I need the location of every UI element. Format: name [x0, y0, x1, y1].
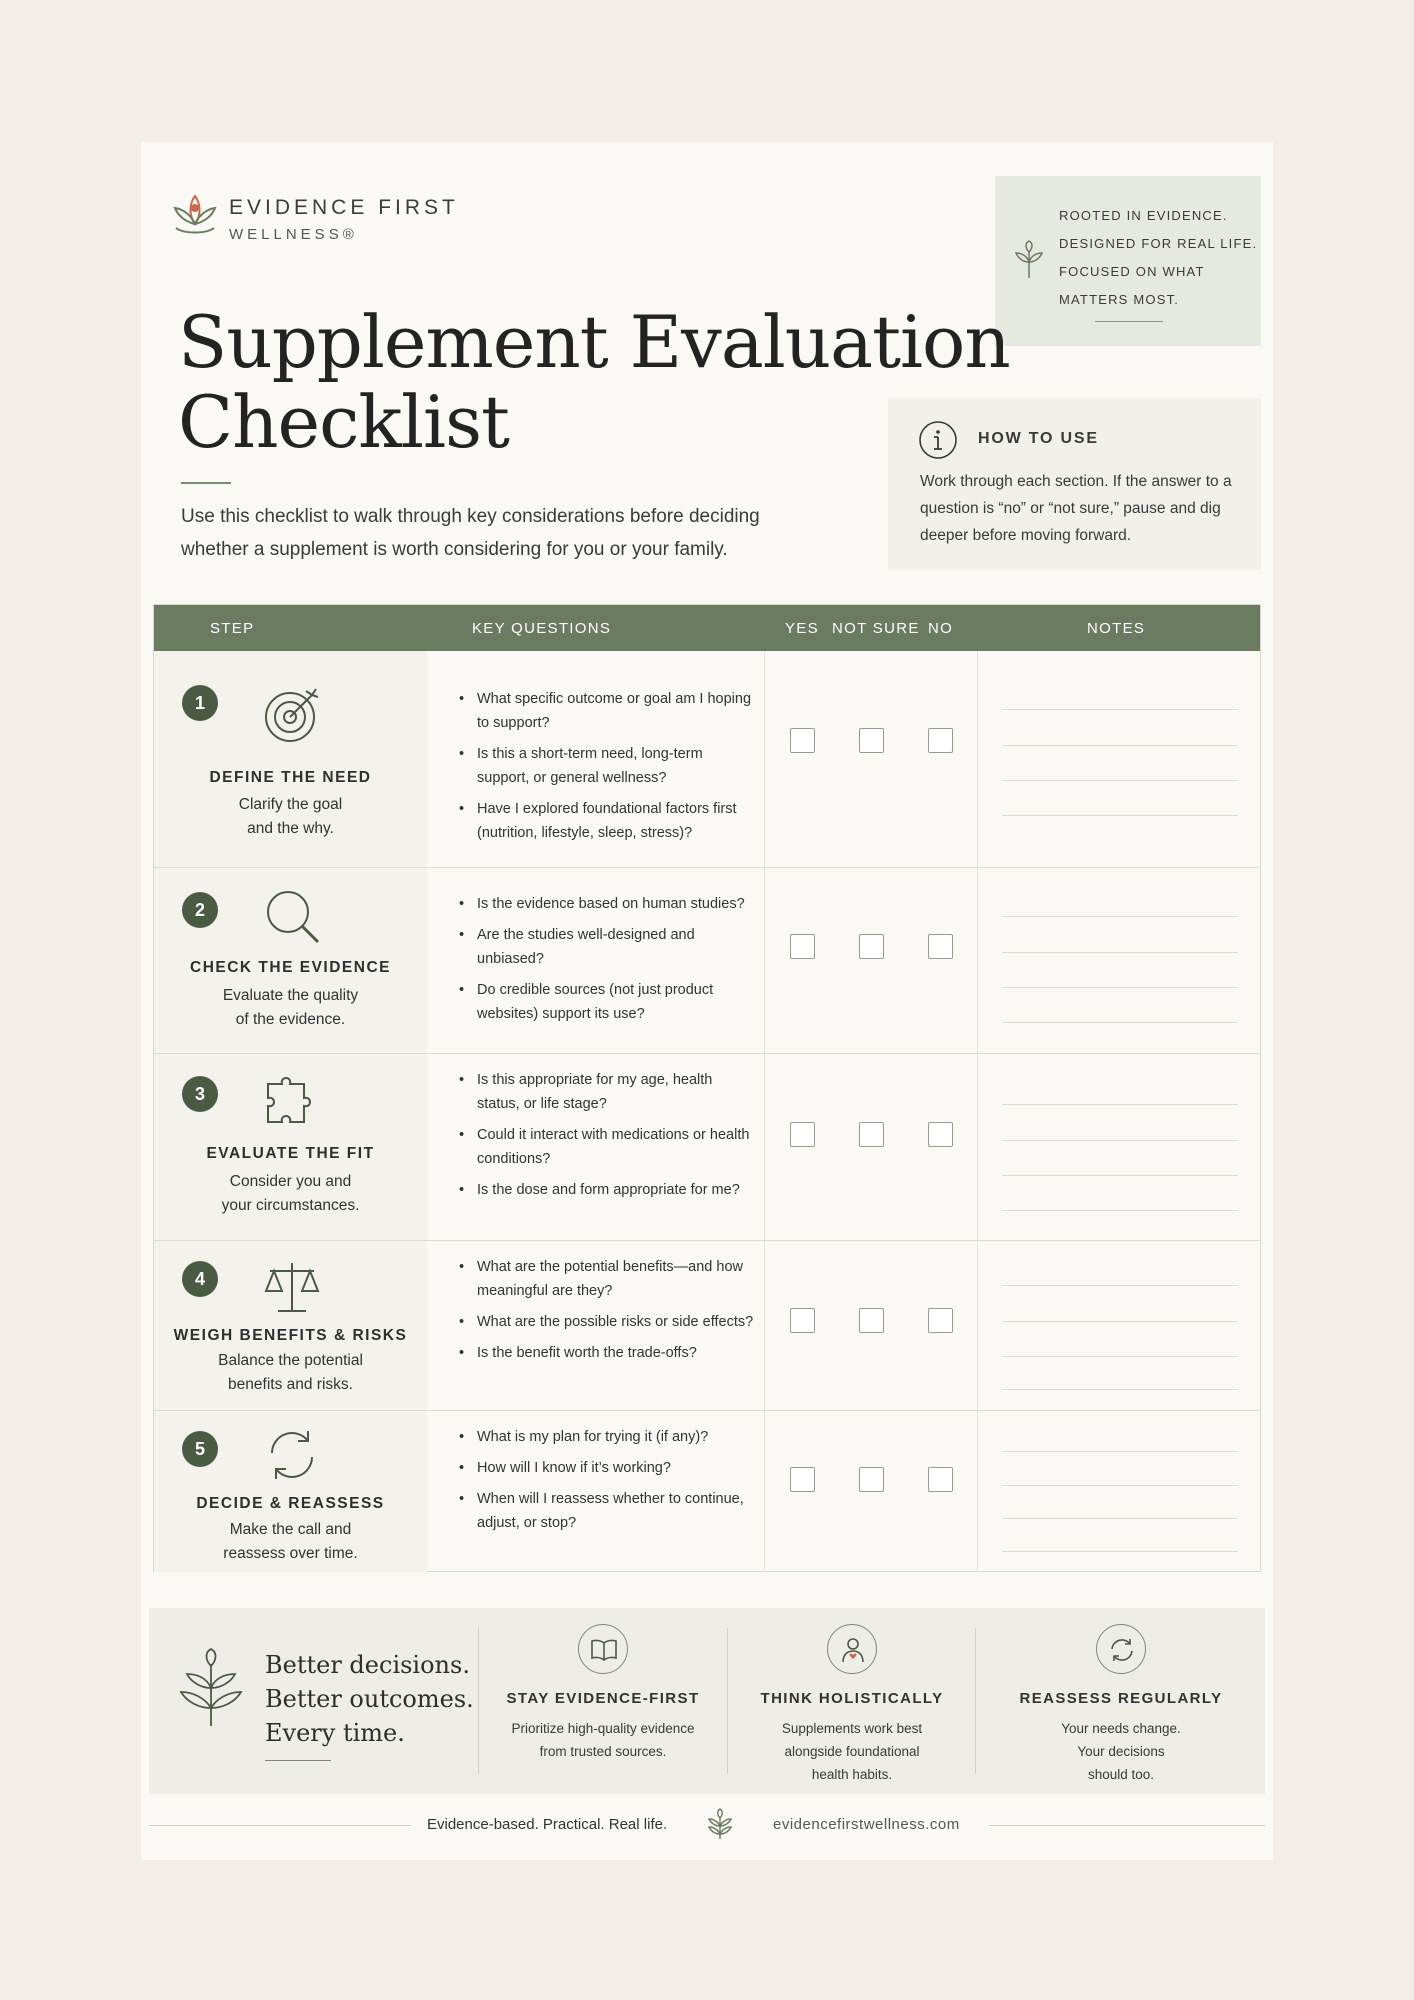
- header-key-questions: KEY QUESTIONS: [472, 620, 612, 637]
- not-sure-checkbox[interactable]: [859, 1308, 884, 1333]
- notes-line: [1002, 1356, 1238, 1357]
- notes-line: [1002, 1175, 1238, 1176]
- step-description: Balance the potential benefits and risks.: [218, 1352, 363, 1393]
- notes-line: [1002, 1321, 1238, 1322]
- table-row: [154, 1410, 1260, 1572]
- feature-title: STAY EVIDENCE-FIRST: [506, 1690, 700, 1707]
- question-item: • Could it interact with medications or health conditions?: [457, 1123, 757, 1171]
- question-item: • What is my plan for trying it (if any)?: [457, 1425, 757, 1449]
- how-to-use-title: HOW TO USE: [978, 430, 1099, 447]
- footer-website-link[interactable]: evidencefirstwellness.com: [773, 1816, 960, 1833]
- notes-line: [1002, 1551, 1238, 1552]
- table-header: [154, 605, 1260, 651]
- questions-cell: [427, 651, 764, 867]
- step-description: Make the call and reassess over time.: [223, 1521, 358, 1562]
- footer-tagline: Evidence-based. Practical. Real life.: [427, 1816, 668, 1833]
- step-title: WEIGH BENEFITS & RISKS: [173, 1327, 408, 1344]
- brand-logo: [170, 190, 470, 250]
- plant-icon: [173, 1648, 249, 1728]
- tagline-text: ROOTED IN EVIDENCE. DESIGNED FOR REAL LIFE. FOCUSED ON WHAT MATTERS MOST.: [1059, 208, 1258, 307]
- question-item: • Is the dose and form appropriate for me?: [457, 1178, 757, 1202]
- answer-cell: [764, 651, 978, 867]
- table-row: [154, 651, 1260, 867]
- motto-divider: [265, 1760, 331, 1761]
- how-to-use-text: Work through each section. If the answer to a question is “no” or “not sure,” pause and dig deeper before moving forward.: [920, 473, 1232, 544]
- not-sure-checkbox[interactable]: [859, 934, 884, 959]
- target-icon: [262, 685, 322, 745]
- step-description: Evaluate the quality of the evidence.: [222, 987, 359, 1028]
- feature-description: Your needs change. Your decisions should too.: [1061, 1721, 1181, 1782]
- brand-subname: WELLNESS®: [229, 226, 358, 243]
- feature-title: THINK HOLISTICALLY: [760, 1690, 944, 1707]
- notes-cell[interactable]: [978, 868, 1262, 1053]
- notes-cell[interactable]: [978, 1054, 1262, 1240]
- notes-line: [1002, 815, 1238, 816]
- feature-think-holistically: [728, 1624, 976, 1786]
- notes-line: [1002, 709, 1238, 710]
- table-row: [154, 1240, 1260, 1410]
- notes-line: [1002, 916, 1238, 917]
- footer-divider: [149, 1825, 411, 1826]
- puzzle-icon: [262, 1072, 322, 1132]
- title-divider: [181, 482, 231, 484]
- yes-checkbox[interactable]: [790, 1467, 815, 1492]
- brand-name: EVIDENCE FIRST: [229, 196, 459, 219]
- feature-stay-evidence-first: [479, 1624, 727, 1763]
- header-no: NO: [928, 620, 954, 637]
- question-item: • What are the potential benefits—and how meaningful are they?: [457, 1255, 757, 1303]
- notes-line: [1002, 1285, 1238, 1286]
- no-checkbox[interactable]: [928, 1308, 953, 1333]
- how-to-use-box: [888, 398, 1261, 570]
- header-not-sure: NOT SURE: [832, 620, 920, 637]
- page-title: Supplement Evaluation Checklist: [178, 300, 1010, 464]
- answer-cell: [764, 1054, 978, 1240]
- notes-line: [1002, 1104, 1238, 1105]
- question-item: • What are the possible risks or side effects?: [457, 1310, 757, 1334]
- question-item: • When will I reassess whether to continue, adjust, or stop?: [457, 1487, 757, 1535]
- step-title: DEFINE THE NEED: [209, 769, 372, 786]
- sprout-icon: [706, 1808, 734, 1840]
- cycle-icon: [262, 1425, 322, 1485]
- step-number: 4: [182, 1261, 218, 1297]
- intro-text: Use this checklist to walk through key considerations before deciding whether a supplement is worth considering for you or your family.: [181, 506, 760, 560]
- no-checkbox[interactable]: [928, 728, 953, 753]
- step-title: CHECK THE EVIDENCE: [190, 959, 391, 976]
- question-item: • Do credible sources (not just product websites) support its use?: [457, 978, 757, 1026]
- feature-title: REASSESS REGULARLY: [1019, 1690, 1223, 1707]
- step-cell: [154, 868, 427, 1053]
- step-number: 2: [182, 892, 218, 928]
- sprout-icon: [1013, 240, 1045, 280]
- question-item: • Is this a short-term need, long-term support, or general wellness?: [457, 742, 757, 790]
- notes-line: [1002, 745, 1238, 746]
- magnifier-icon: [262, 886, 322, 946]
- book-icon: [591, 1637, 617, 1663]
- not-sure-checkbox[interactable]: [859, 1122, 884, 1147]
- notes-line: [1002, 1485, 1238, 1486]
- question-item: • Is the evidence based on human studies?: [457, 892, 757, 916]
- notes-line: [1002, 780, 1238, 781]
- step-cell: [154, 651, 427, 867]
- notes-line: [1002, 952, 1238, 953]
- step-description: Clarify the goal and the why.: [238, 796, 343, 837]
- yes-checkbox[interactable]: [790, 934, 815, 959]
- notes-cell[interactable]: [978, 651, 1262, 867]
- notes-line: [1002, 1140, 1238, 1141]
- notes-line: [1002, 987, 1238, 988]
- feature-description: Prioritize high-quality evidence from trusted sources.: [511, 1721, 695, 1759]
- notes-line: [1002, 1389, 1238, 1390]
- feature-reassess-regularly: [997, 1624, 1245, 1786]
- refresh-icon: [1109, 1637, 1135, 1663]
- question-item: • How will I know if it’s working?: [457, 1456, 757, 1480]
- question-item: • Are the studies well-designed and unbiased?: [457, 923, 757, 971]
- lotus-logo-icon: [170, 190, 220, 246]
- tagline-box: [995, 176, 1261, 346]
- notes-line: [1002, 1451, 1238, 1452]
- person-heart-icon: [840, 1637, 866, 1663]
- tagline-divider: [1095, 321, 1163, 322]
- notes-line: [1002, 1022, 1238, 1023]
- question-item: • Is this appropriate for my age, health status, or life stage?: [457, 1068, 757, 1116]
- not-sure-checkbox[interactable]: [859, 728, 884, 753]
- answer-cell: [764, 868, 978, 1053]
- step-cell: [154, 1241, 427, 1410]
- step-description: Consider you and your circumstances.: [221, 1173, 360, 1214]
- table-row: [154, 867, 1260, 1053]
- step-number: 3: [182, 1076, 218, 1112]
- not-sure-checkbox[interactable]: [859, 1467, 884, 1492]
- notes-cell[interactable]: [978, 1241, 1262, 1410]
- motto-text: Better decisions. Better outcomes. Every time.: [265, 1651, 474, 1747]
- feature-description: Supplements work best alongside foundational health habits.: [781, 1721, 923, 1782]
- footer-divider: [989, 1825, 1265, 1826]
- step-cell: [154, 1411, 427, 1572]
- table-row: [154, 1053, 1260, 1240]
- principles-band: [149, 1608, 1265, 1794]
- questions-cell: [427, 1411, 764, 1572]
- answer-cell: [764, 1241, 978, 1410]
- step-number: 5: [182, 1431, 218, 1467]
- header-step: STEP: [210, 620, 255, 637]
- question-item: • Is the benefit worth the trade-offs?: [457, 1341, 757, 1365]
- step-title: DECIDE & REASSESS: [196, 1495, 385, 1512]
- no-checkbox[interactable]: [928, 1122, 953, 1147]
- question-item: • What specific outcome or goal am I hoping to support?: [457, 687, 757, 735]
- yes-checkbox[interactable]: [790, 1122, 815, 1147]
- yes-checkbox[interactable]: [790, 1308, 815, 1333]
- step-cell: [154, 1054, 427, 1240]
- answer-cell: [764, 1411, 978, 1572]
- header-yes: YES: [785, 620, 819, 637]
- info-icon: [918, 420, 958, 460]
- question-item: • Have I explored foundational factors first (nutrition, lifestyle, sleep, stress)?: [457, 797, 757, 845]
- checklist-table: [153, 604, 1261, 1572]
- no-checkbox[interactable]: [928, 1467, 953, 1492]
- notes-line: [1002, 1518, 1238, 1519]
- notes-cell[interactable]: [978, 1411, 1262, 1572]
- step-number: 1: [182, 685, 218, 721]
- questions-cell: [427, 1054, 764, 1240]
- questions-cell: [427, 868, 764, 1053]
- step-title: EVALUATE THE FIT: [206, 1145, 375, 1162]
- checklist-page: [141, 142, 1273, 1860]
- scales-icon: [262, 1259, 322, 1315]
- no-checkbox[interactable]: [928, 934, 953, 959]
- questions-cell: [427, 1241, 764, 1410]
- notes-line: [1002, 1210, 1238, 1211]
- header-notes: NOTES: [1087, 620, 1146, 637]
- yes-checkbox[interactable]: [790, 728, 815, 753]
